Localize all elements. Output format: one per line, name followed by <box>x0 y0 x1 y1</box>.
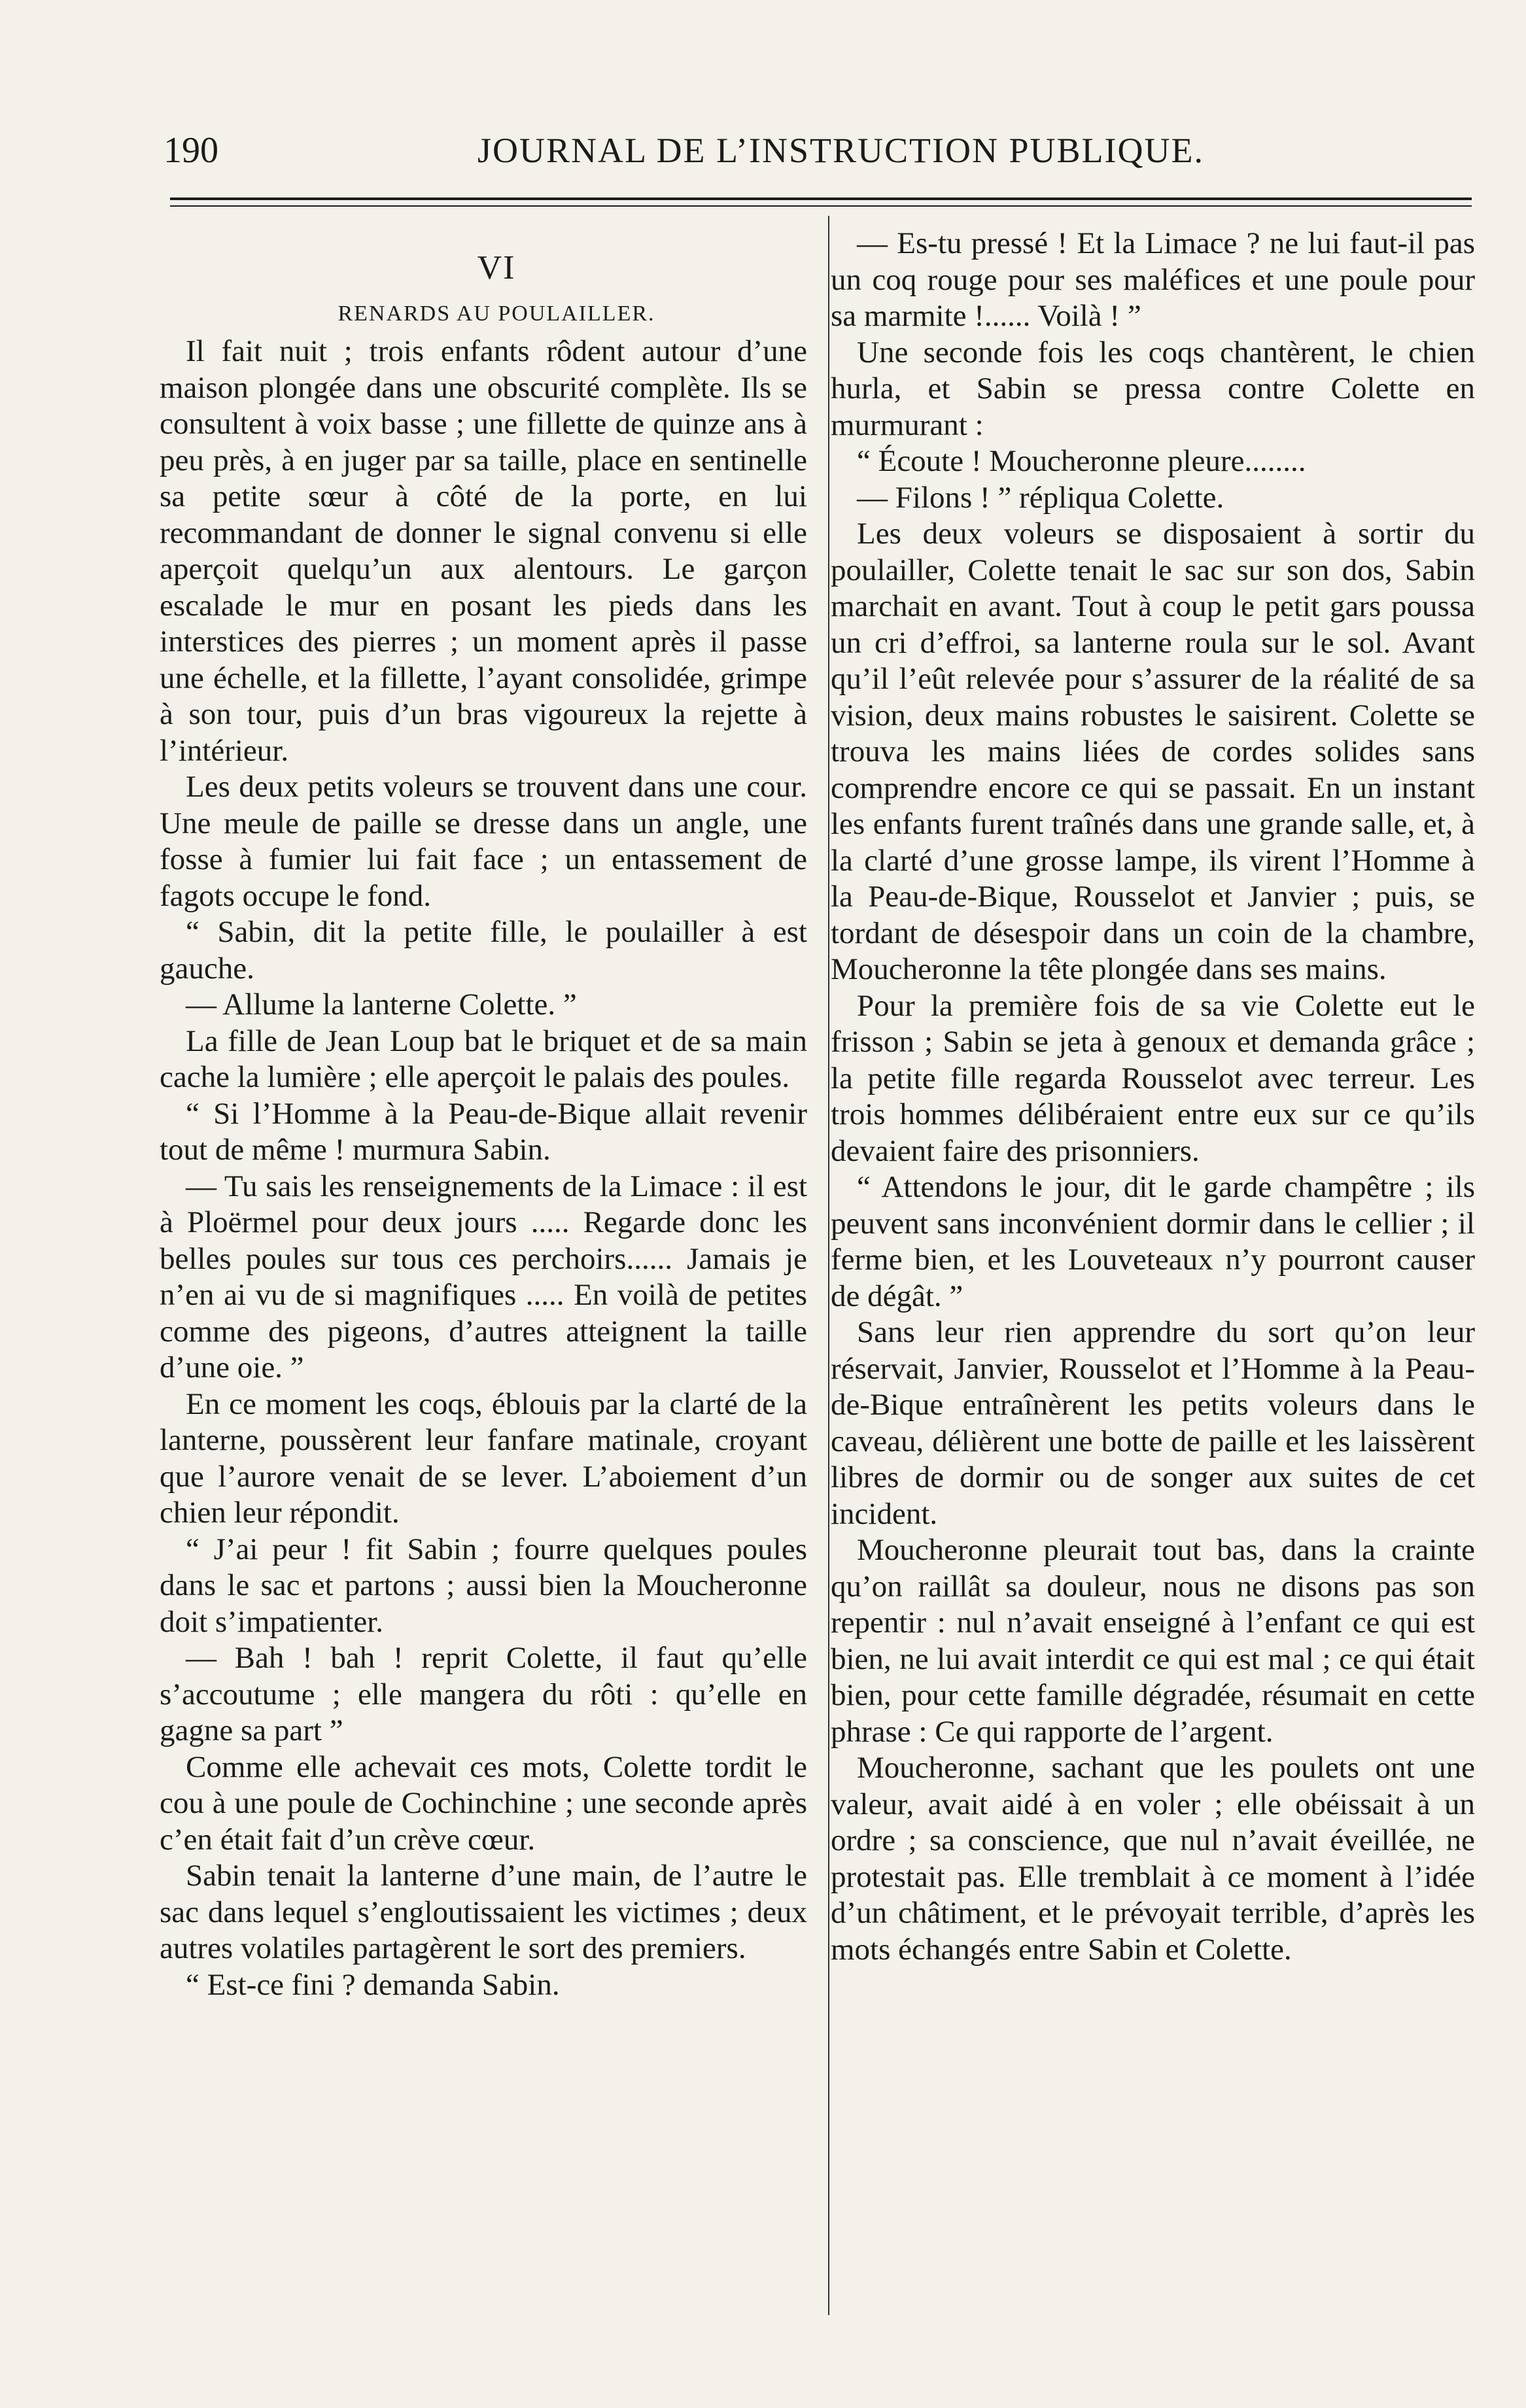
section-title: RENARDS AU POULAILLER. <box>338 301 655 326</box>
paragraph: Comme elle achevait ces mots, Colette tordit le cou à une poule de Cochinchine ; une seconde après c’en était fait d’un crève cœur. <box>160 1749 807 1857</box>
paragraph: Moucheronne pleurait tout bas, dans la crainte qu’on raillât sa douleur, nous ne disons pas son repentir : nul n’avait enseigné à l’enfant ce qui est bien, ne lui avait interdit ce qui est mal ; ce qui était bien, pour cette famille dégradée, résumait en cette phrase : Ce qui rapporte de l’argent. <box>831 1533 1475 1749</box>
paragraph: Moucheronne, sachant que les poulets ont une valeur, avait aidé à en voler ; elle obéissait à un ordre ; sa conscience, que nul n’avait éveillée, ne protestait pas. Elle tremblait à ce moment à l’idée d’un châtiment, et le prévoyait terrible, d’après les mots échangés entre Sabin et Colette. <box>831 1751 1475 1967</box>
running-title: JOURNAL DE L’INSTRUCTION PUBLIQUE. <box>477 131 1204 170</box>
paragraph: Sans leur rien apprendre du sort qu’on leur réservait, Janvier, Rousselot et l’Homme à la Peau-de-Bique entraînèrent les petits voleurs dans le caveau, délièrent une botte de paille et les laissèrent libres de dormir ou de songer aux suites de cet incident. <box>831 1315 1475 1531</box>
paragraph: Les deux voleurs se disposaient à sortir du poulailler, Colette tenait le sac sur son dos, Sabin marchait en avant. Tout à coup le petit gars poussa un cri d’effroi, sa lanterne roula sur le sol. Avant qu’il l’eût relevée pour s’assurer de la réalité de sa vision, deux mains robustes le saisirent. Colette se trouva les mains liées de cordes solides sans comprendre encore ce qui se passait. En un instant les enfants furent traînés dans une grande salle, et, à la clarté d’une grosse lampe, ils virent l’Homme à la Peau-de-Bique, Rousselot et Janvier ; puis, se tordant de désespoir dans un coin de la chambre, Moucheronne la tête plongée dans ses mains. <box>831 517 1475 986</box>
column-divider <box>828 216 829 2315</box>
paragraph: “ Attendons le jour, dit le garde champêtre ; ils peuvent sans inconvénient dormir dans le cellier ; il ferme bien, et les Louveteaux n’y pourront causer de dégât. ” <box>831 1170 1475 1313</box>
paragraph: “ Si l’Homme à la Peau-de-Bique allait revenir tout de même ! murmura Sabin. <box>160 1096 807 1167</box>
paragraph: Les deux petits voleurs se trouvent dans une cour. Une meule de paille se dresse dans un angle, une fosse à fumier lui fait face ; un entassement de fagots occupe le fond. <box>160 770 807 913</box>
paragraph: — Tu sais les renseignements de la Limace : il est à Ploërmel pour deux jours ..... Regarde donc les belles poules sur tous ces perchoirs...... Jamais je n’en ai vu de si magnifiques ..... En voilà de petites comme des pigeons, d’autres atteignent la taille d’une oie. ” <box>160 1169 807 1385</box>
right-column <box>831 226 1475 1968</box>
paragraph: “ Sabin, dit la petite fille, le poulailler à est gauche. <box>160 915 807 986</box>
section-number: VI <box>477 249 516 286</box>
paragraph: “ Est-ce fini ? demanda Sabin. <box>186 1967 560 2002</box>
paragraph: Une seconde fois les coqs chantèrent, le chien hurla, et Sabin se pressa contre Colette en murmurant : <box>831 335 1475 442</box>
left-column <box>160 242 807 2003</box>
page-header <box>164 128 1472 173</box>
paragraph: “ Écoute ! Moucheronne pleure........ <box>857 444 1306 478</box>
paragraph: “ J’ai peur ! fit Sabin ; fourre quelques poules dans le sac et partons ; aussi bien la Moucheronne doit s’impatienter. <box>160 1532 807 1639</box>
paragraph: — Allume la lanterne Colette. ” <box>186 988 577 1022</box>
paragraph: Pour la première fois de sa vie Colette eut le frisson ; Sabin se jeta à genoux et demanda grâce ; la petite fille regarda Rousselot avec terreur. Les trois hommes délibéraient entre eux sur ce qu’ils devaient faire des prisonniers. <box>831 988 1475 1168</box>
paragraph: Sabin tenait la lanterne d’une main, de l’autre le sac dans lequel s’engloutissaient les victimes ; deux autres volatiles partagèrent le sort des premiers. <box>160 1859 807 1965</box>
page-number: 190 <box>164 130 218 171</box>
paragraph: La fille de Jean Loup bat le briquet et de sa main cache la lumière ; elle aperçoit le palais des poules. <box>160 1023 807 1094</box>
paragraph: — Es-tu pressé ! Et la Limace ? ne lui faut-il pas un coq rouge pour ses maléfices et une poule pour sa marmite !...... Voilà ! ” <box>831 226 1475 333</box>
paragraph: Il fait nuit ; trois enfants rôdent autour d’une maison plongée dans une obscurité complète. Ils se consultent à voix basse ; une fillette de quinze ans à peu près, à en juger par sa taille, place en sentinelle sa petite sœur à côté de la porte, en lui recommandant de donner le signal convenu si elle aperçoit quelqu’un aux alentours. Le garçon escalade le mur en posant les pieds dans les interstices des pierres ; un moment après il passe une échelle, et la fillette, l’ayant consolidée, grimpe à son tour, puis d’un bras vigoureux la rejette à l’intérieur. <box>160 334 807 768</box>
header-rule-thin <box>170 205 1472 207</box>
paragraph: — Filons ! ” répliqua Colette. <box>857 480 1224 515</box>
paragraph: — Bah ! bah ! reprit Colette, il faut qu’elle s’accoutume ; elle mangera du rôti : qu’elle en gagne sa part ” <box>160 1641 807 1747</box>
header-rule <box>170 198 1472 200</box>
paragraph: En ce moment les coqs, éblouis par la clarté de la lanterne, poussèrent leur fanfare matinale, croyant que l’aurore venait de se lever. L’aboiement d’un chien leur répondit. <box>160 1386 807 1530</box>
